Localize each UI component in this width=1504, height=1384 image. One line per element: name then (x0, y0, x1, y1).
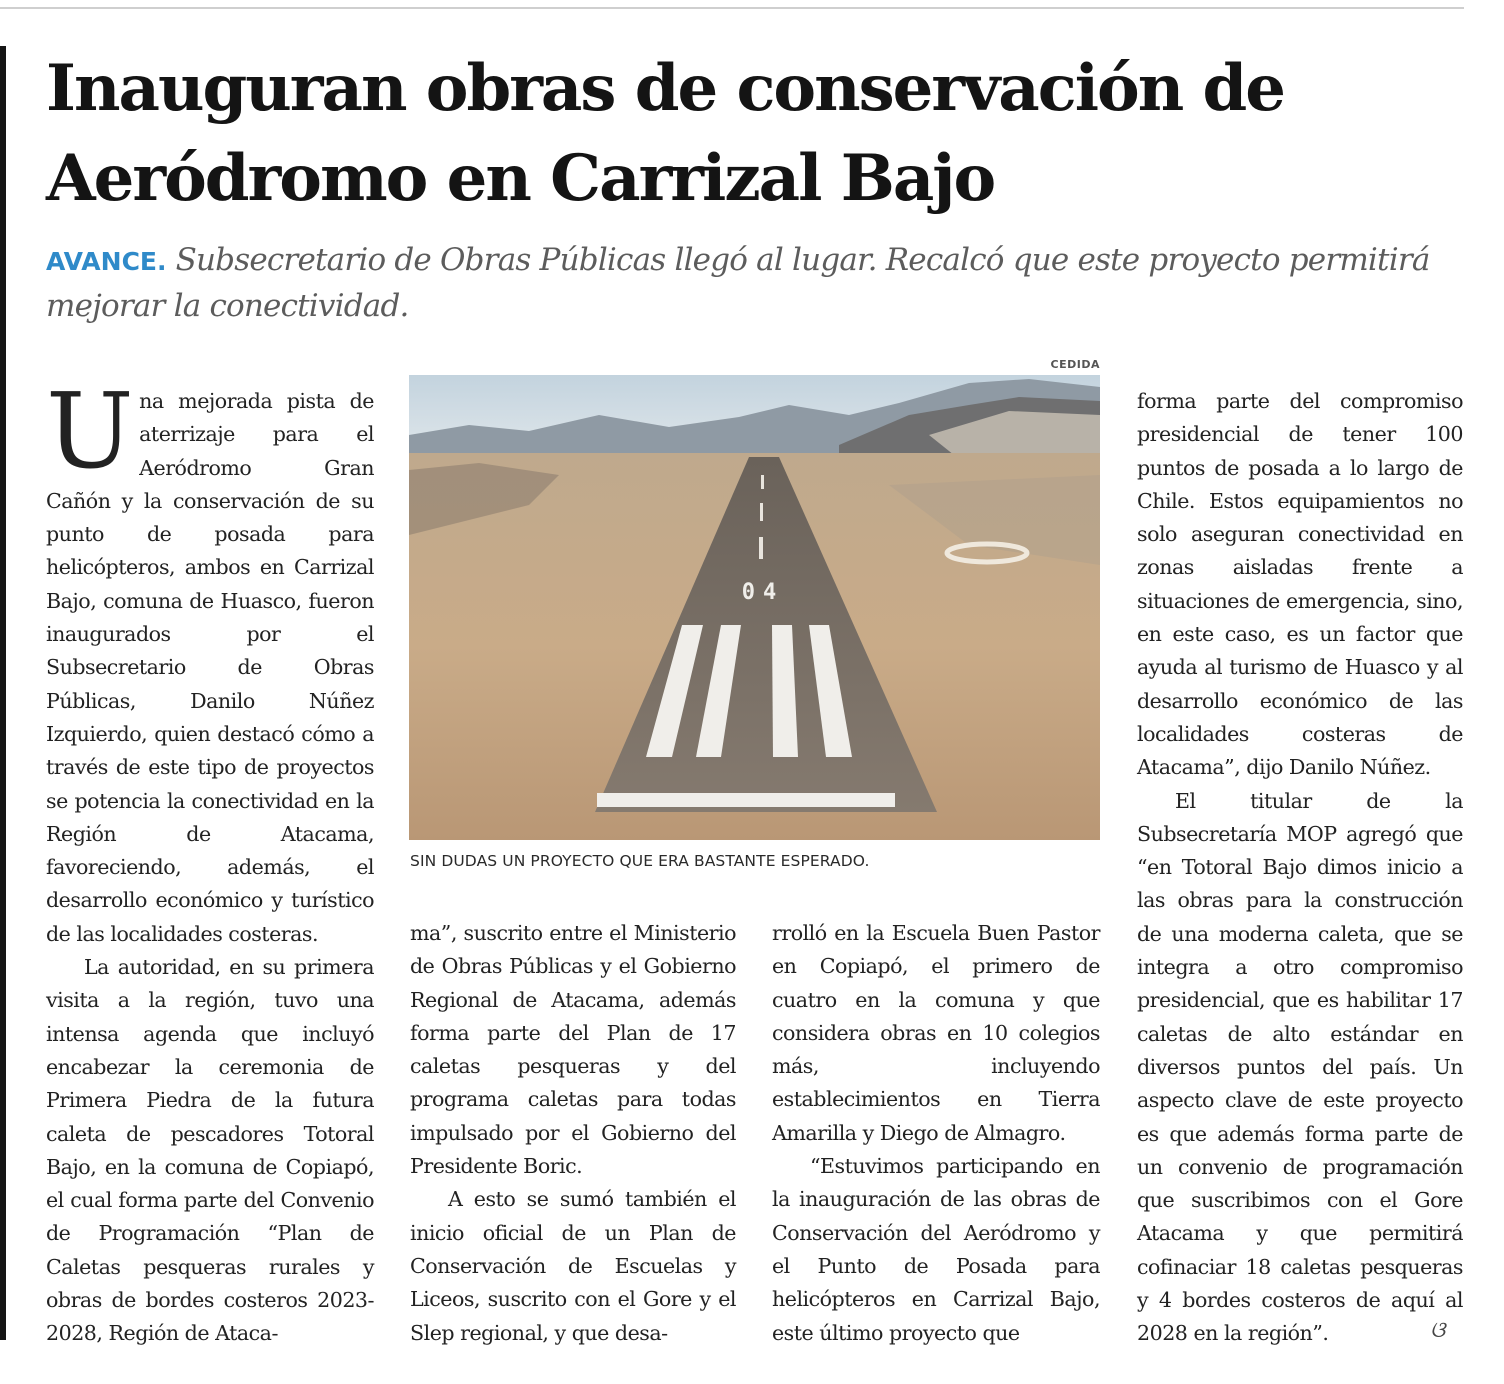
deck-text: Subsecretario de Obras Públicas llegó al lugar. Recalcó que este proyecto permitirá mejorar la conectividad. (46, 242, 1430, 324)
top-rule (0, 7, 1464, 9)
photo-credit: CEDIDA (1050, 358, 1100, 371)
column-4 (1137, 385, 1463, 1351)
end-mark: ଓ (1430, 1318, 1446, 1343)
kicker: AVANCE. (46, 247, 167, 276)
column-3 (772, 917, 1100, 1350)
lead-text: na mejorada pista de aterrizaje para el Aeródromo Gran Cañón y la conservación de su punto de posada para helicópteros, ambos en Carrizal Bajo, comuna de Huasco, fueron inaugurados por el Subsecretario de Obras Públicas, Danilo Núñez Izquierdo, quien destacó cómo a través de este tipo de proyectos se potencia la conectividad en la Región de Atacama, favoreciendo, además, el desarrollo económico y turístico de las localidades costeras. (46, 389, 374, 946)
page-edge-bar (0, 46, 6, 1340)
paragraph: “Estuvimos participando en la inauguración de las obras de Conservación del Aeródromo y el Punto de Posada para helicópteros en Carrizal Bajo, este último proyecto que (772, 1154, 1100, 1345)
threshold-bar (597, 793, 895, 807)
headline: Inauguran obras de conservación de Aeródromo en Carrizal Bajo (46, 51, 1284, 216)
column-2 (410, 917, 736, 1350)
paragraph: rrolló en la Escuela Buen Pastor en Copiapó, el primero de cuatro en la comuna y que considera obras en 10 colegios más, incluyendo establecimientos en Tierra Amarilla y Diego de Almagro. (772, 921, 1100, 1145)
photo-caption: SIN DUDAS UN PROYECTO QUE ERA BASTANTE ESPERADO. (410, 852, 870, 870)
paragraph: El titular de la Subsecretaría MOP agregó que “en Totoral Bajo dimos inicio a las obras para la construcción de una moderna caleta, que se integra a otro compromiso presidencial, que es habilitar 17 caletas de alto estándar en diversos puntos del país. Un aspecto clave de este proyecto es que además forma parte de un convenio de programación que suscribimos con el Gore Atacama y que permitirá cofinaciar 18 caletas pesqueras y 4 bordes costeros de aquí al 2028 en la región”. (1137, 788, 1463, 1346)
drop-cap: U (46, 370, 134, 492)
paragraph: forma parte del compromiso presidencial de tener 100 puntos de posada a lo largo de Chile. Estos equipamientos no solo aseguran conectividad en zonas aisladas frente a situaciones de emergencia, sino, en este caso, es un factor que ayuda al turismo de Huasco y al desarrollo económico de las localidades costeras de Atacama”, dijo Danilo Núñez. (1137, 389, 1463, 780)
paragraph: ma”, suscrito entre el Ministerio de Obras Públicas y el Gobierno Regional de Atacama, además forma parte del Plan de 17 caletas pesqueras y del programa caletas para todas impulsado por el Gobierno del Presidente Boric. (410, 921, 736, 1179)
runway-photo (409, 375, 1100, 840)
paragraph: La autoridad, en su primera visita a la región, tuvo una intensa agenda que incluyó encabezar la ceremonia de Primera Piedra de la futura caleta de pescadores Totoral Bajo, en la comuna de Copiapó, el cual forma parte del Convenio de Programación “Plan de Caletas pesqueras rurales y obras de bordes costeros 2023-2028, Región de Ataca- (46, 955, 374, 1346)
column-1 (46, 370, 374, 1351)
runway-number: 04 (741, 580, 785, 605)
deck (46, 238, 1466, 329)
paragraph (46, 370, 374, 951)
paragraph: A esto se sumó también el inicio oficial de un Plan de Conservación de Escuelas y Liceos, suscrito con el Gore y el Slep regional, y que desa- (410, 1187, 736, 1345)
